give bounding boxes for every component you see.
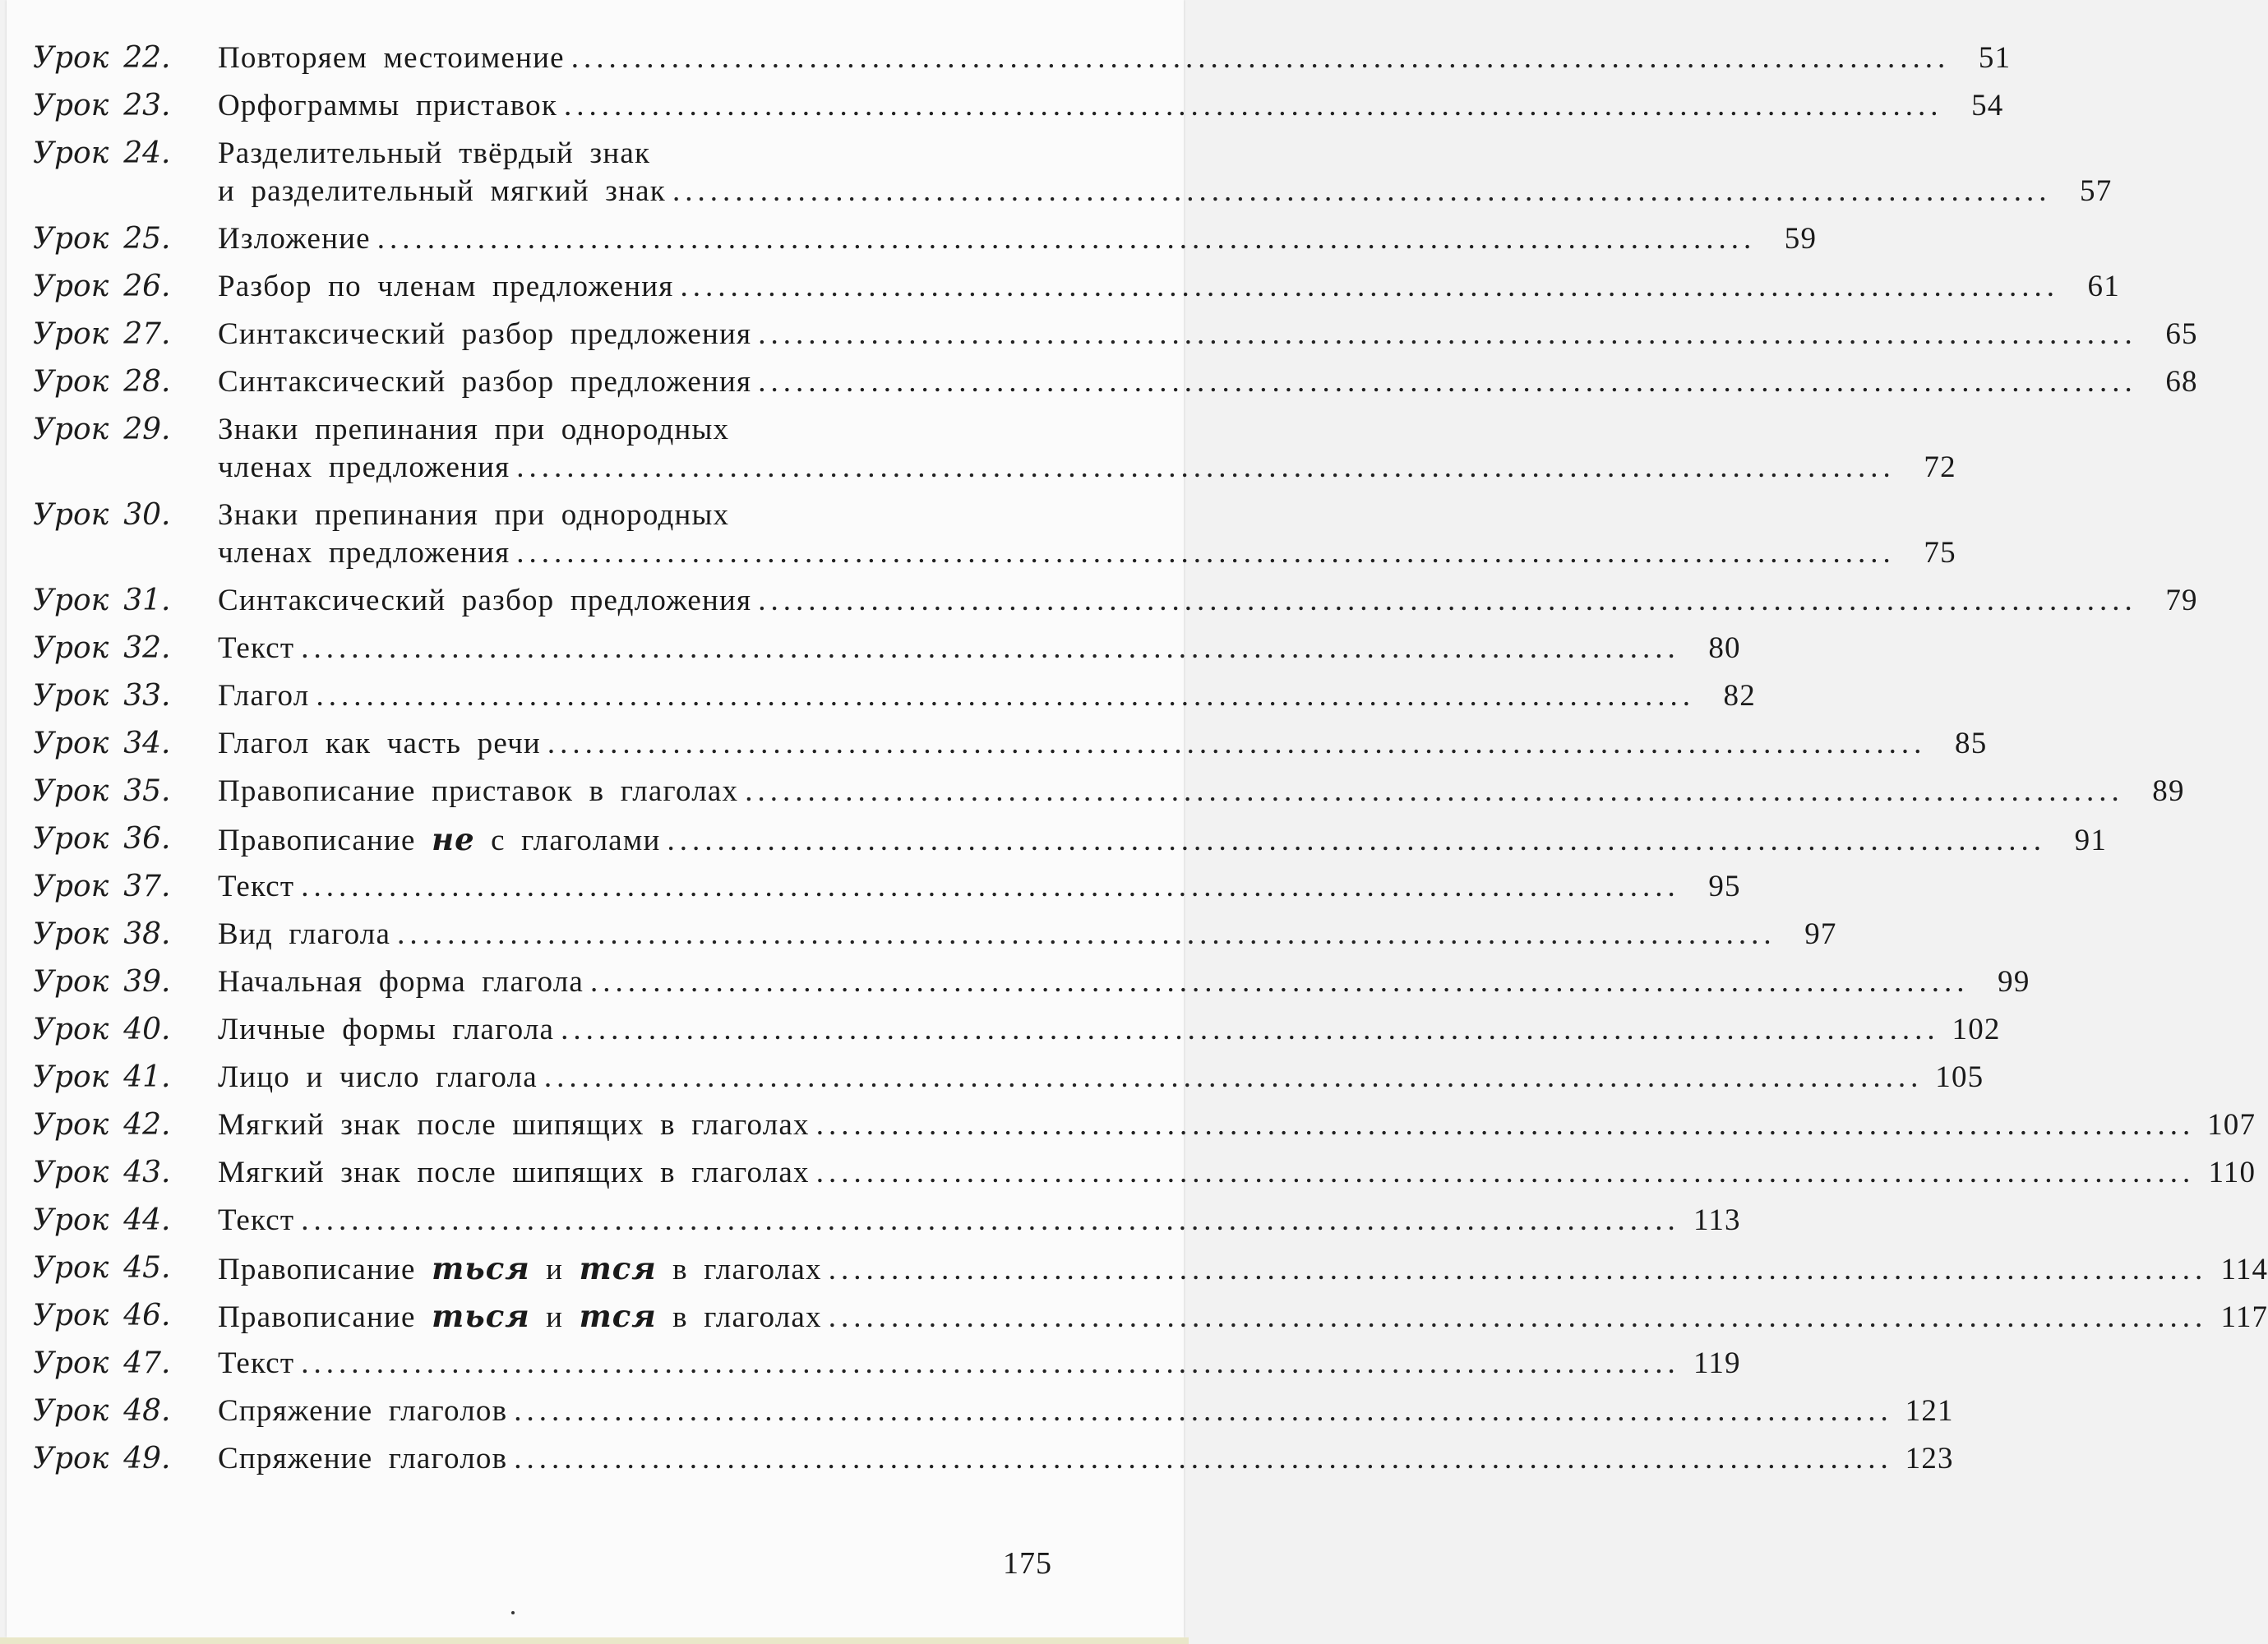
dot-leader bbox=[816, 1110, 2196, 1141]
toc-entry bbox=[33, 821, 2108, 857]
entry-page-number: 68 bbox=[2165, 365, 2198, 399]
entry-page-number: 121 bbox=[1905, 1394, 1954, 1428]
lesson-word: Урок bbox=[33, 727, 109, 760]
entry-page-number: 95 bbox=[1708, 870, 1741, 903]
entry-body bbox=[218, 821, 2108, 857]
title-text: Глагол как часть речи bbox=[218, 727, 541, 760]
toc-entry bbox=[33, 1013, 2001, 1046]
dot-leader bbox=[514, 1443, 1893, 1475]
lesson-label bbox=[33, 1443, 218, 1475]
entry-title bbox=[218, 1062, 538, 1093]
entry-title bbox=[218, 967, 584, 998]
lesson-number: 45. bbox=[123, 1251, 171, 1285]
toc-entry bbox=[33, 1203, 1741, 1237]
entry-page-number: 113 bbox=[1693, 1203, 1741, 1237]
entry-page-number: 61 bbox=[2087, 270, 2120, 303]
lesson-label bbox=[33, 1253, 218, 1284]
dot-leader bbox=[680, 271, 2059, 302]
entry-page-number: 114 bbox=[2220, 1253, 2268, 1286]
entry-body bbox=[218, 1014, 2001, 1046]
entry-title bbox=[218, 1250, 822, 1286]
lesson-word: Урок bbox=[33, 965, 109, 999]
lesson-word: Урок bbox=[33, 317, 109, 351]
lesson-label bbox=[33, 138, 218, 207]
entry-title bbox=[218, 319, 751, 350]
lesson-number: 32. bbox=[123, 631, 171, 665]
title-text: Синтаксический разбор предложения bbox=[218, 317, 752, 351]
title-text: Правописание приставок в глаголах bbox=[218, 774, 739, 808]
lesson-number: 36. bbox=[123, 822, 171, 856]
dot-leader bbox=[564, 90, 1943, 122]
lesson-label bbox=[33, 319, 218, 350]
title-text: и bbox=[529, 1253, 580, 1286]
entry-page-number: 54 bbox=[1971, 89, 2004, 122]
entry-body bbox=[218, 681, 1756, 712]
title-text: Повторяем местоимение bbox=[218, 41, 565, 75]
title-text: членах предложения bbox=[218, 450, 510, 484]
lesson-label bbox=[33, 1348, 218, 1379]
entry-page-number: 85 bbox=[1955, 727, 1988, 760]
title-text: Мягкий знак после шипящих в глаголах bbox=[218, 1108, 810, 1142]
title-text: в глаголах bbox=[656, 1253, 822, 1286]
lesson-word: Урок bbox=[33, 774, 109, 808]
lesson-word: Урок bbox=[33, 1156, 109, 1189]
dot-leader bbox=[547, 728, 1927, 760]
entry-title bbox=[218, 728, 541, 760]
lesson-number: 37. bbox=[123, 870, 171, 903]
dot-leader bbox=[829, 1302, 2208, 1333]
toc-entry bbox=[33, 727, 1988, 760]
title-text: Разбор по членам предложения bbox=[218, 270, 674, 303]
lesson-number: 30. bbox=[123, 498, 171, 532]
entry-title bbox=[218, 538, 510, 569]
entry-title bbox=[218, 1300, 822, 1333]
dot-leader bbox=[301, 871, 1680, 903]
title-text: Текст bbox=[218, 1203, 295, 1237]
entry-title bbox=[218, 1443, 507, 1475]
entry-page-number: 97 bbox=[1804, 917, 1837, 951]
dot-leader bbox=[758, 367, 2137, 398]
lesson-label bbox=[33, 776, 218, 807]
title-text: членах предложения bbox=[218, 536, 510, 570]
entry-body bbox=[218, 224, 1817, 255]
title-text: Правописание bbox=[218, 824, 432, 857]
title-text: Мягкий знак после шипящих в глаголах bbox=[218, 1156, 810, 1189]
entry-title bbox=[218, 271, 673, 302]
entry-page-number: 117 bbox=[2220, 1300, 2268, 1334]
entry-body bbox=[218, 1348, 1741, 1379]
entry-title bbox=[218, 176, 666, 207]
entry-body bbox=[218, 633, 1741, 664]
lesson-label bbox=[33, 824, 218, 855]
toc-entry bbox=[33, 413, 1956, 484]
lesson-number: 28. bbox=[123, 365, 171, 399]
lesson-word: Урок bbox=[33, 631, 109, 665]
entry-body bbox=[218, 90, 2004, 122]
lesson-word: Урок bbox=[33, 222, 109, 256]
title-text: и разделительный мягкий знак bbox=[218, 174, 666, 208]
lesson-word: Урок bbox=[33, 365, 109, 399]
title-text: Орфограммы приставок bbox=[218, 89, 557, 122]
lesson-word: Урок bbox=[33, 917, 109, 951]
entry-page-number: 89 bbox=[2152, 774, 2185, 808]
lesson-word: Урок bbox=[33, 1203, 109, 1237]
lesson-label bbox=[33, 500, 218, 569]
entry-title-line: Разделительный твёрдый знак bbox=[218, 136, 651, 170]
toc-entry bbox=[33, 498, 1956, 570]
entry-body bbox=[218, 138, 2112, 207]
entry-body bbox=[218, 1300, 2268, 1332]
dot-leader bbox=[316, 681, 1695, 712]
lesson-label bbox=[33, 1157, 218, 1189]
lesson-number: 46. bbox=[123, 1299, 171, 1332]
lesson-word: Урок bbox=[33, 1346, 109, 1380]
entry-page-number: 110 bbox=[2208, 1156, 2256, 1189]
entry-page-number: 107 bbox=[2207, 1108, 2256, 1142]
lesson-label bbox=[33, 43, 218, 74]
toc-entry bbox=[33, 41, 2012, 75]
entry-page-number: 75 bbox=[1924, 536, 1956, 570]
toc-entry bbox=[33, 870, 1741, 903]
lesson-label bbox=[33, 633, 218, 664]
entry-title bbox=[218, 1110, 810, 1141]
entry-title bbox=[218, 1205, 294, 1236]
entry-title bbox=[218, 1157, 810, 1189]
entry-title bbox=[218, 871, 294, 903]
toc-entry bbox=[33, 1394, 1954, 1428]
lesson-word: Урок bbox=[33, 1442, 109, 1475]
toc-entry bbox=[33, 136, 2113, 208]
dot-leader bbox=[672, 176, 2052, 207]
entry-title bbox=[218, 224, 371, 255]
lesson-label bbox=[33, 1300, 218, 1332]
lesson-number: 42. bbox=[123, 1108, 171, 1142]
lesson-word: Урок bbox=[33, 679, 109, 713]
lesson-number: 26. bbox=[123, 270, 171, 303]
toc-entry bbox=[33, 1298, 2268, 1334]
dot-leader bbox=[514, 1396, 1893, 1427]
lesson-label bbox=[33, 271, 218, 302]
toc-entry bbox=[33, 1442, 1954, 1475]
entry-page-number: 99 bbox=[1998, 965, 2030, 999]
title-text: Текст bbox=[218, 870, 295, 903]
dot-leader bbox=[301, 1348, 1680, 1379]
dot-leader bbox=[667, 825, 2047, 857]
entry-title bbox=[218, 1014, 554, 1046]
lesson-word: Урок bbox=[33, 41, 109, 75]
dot-leader bbox=[590, 967, 1970, 998]
toc-entry bbox=[33, 89, 2004, 122]
title-text: Вид глагола bbox=[218, 917, 391, 951]
entry-body bbox=[218, 319, 2198, 350]
entry-body bbox=[218, 367, 2198, 398]
lesson-number: 35. bbox=[123, 774, 171, 808]
scan-edge bbox=[0, 1637, 1189, 1644]
lesson-number: 22. bbox=[123, 41, 171, 75]
lesson-number: 23. bbox=[123, 89, 171, 122]
entry-title-line: Знаки препинания при однородных bbox=[218, 413, 730, 446]
entry-page-number: 80 bbox=[1708, 631, 1741, 665]
lesson-number: 39. bbox=[123, 965, 171, 999]
toc-entry bbox=[33, 1346, 1741, 1380]
entry-body bbox=[218, 585, 2198, 616]
lesson-label bbox=[33, 1205, 218, 1236]
entry-body bbox=[218, 1205, 1741, 1236]
lesson-word: Урок bbox=[33, 870, 109, 903]
entry-body bbox=[218, 500, 1956, 569]
entry-body bbox=[218, 967, 2030, 998]
lesson-label bbox=[33, 1062, 218, 1093]
print-speck bbox=[511, 1611, 515, 1614]
entry-page-number: 123 bbox=[1905, 1442, 1954, 1475]
title-text: Правописание bbox=[218, 1300, 432, 1334]
lesson-label bbox=[33, 414, 218, 483]
lesson-number: 43. bbox=[123, 1156, 171, 1189]
entry-title bbox=[218, 585, 751, 616]
title-text: Начальная форма глагола bbox=[218, 965, 584, 999]
lesson-label bbox=[33, 1110, 218, 1141]
entry-title-line: Знаки препинания при однородных bbox=[218, 498, 730, 532]
lesson-label bbox=[33, 967, 218, 998]
title-text: Текст bbox=[218, 1346, 295, 1380]
lesson-number: 27. bbox=[123, 317, 171, 351]
toc-entry bbox=[33, 270, 2120, 303]
entry-body bbox=[218, 1110, 2256, 1141]
highlighted-morpheme: ться bbox=[432, 1250, 530, 1286]
toc-entry bbox=[33, 584, 2198, 617]
dot-leader bbox=[829, 1254, 2208, 1286]
lesson-word: Урок bbox=[33, 136, 109, 170]
toc-entry bbox=[33, 679, 1756, 713]
entry-page-number: 91 bbox=[2074, 824, 2108, 857]
entry-page-number: 65 bbox=[2165, 317, 2198, 351]
entry-title bbox=[218, 681, 309, 712]
lesson-label bbox=[33, 728, 218, 760]
entry-body bbox=[218, 1250, 2268, 1286]
title-text: Спряжение глаголов bbox=[218, 1394, 508, 1428]
lesson-number: 49. bbox=[123, 1442, 171, 1475]
title-text: и bbox=[529, 1300, 580, 1334]
lesson-word: Урок bbox=[33, 584, 109, 617]
dot-leader bbox=[571, 43, 1951, 74]
entry-page-number: 82 bbox=[1723, 679, 1756, 713]
lesson-label bbox=[33, 224, 218, 255]
entry-page-number: 51 bbox=[1978, 41, 2012, 75]
entry-body bbox=[218, 776, 2185, 807]
lesson-label bbox=[33, 681, 218, 712]
dot-leader bbox=[397, 919, 1776, 950]
lesson-label bbox=[33, 367, 218, 398]
lesson-label bbox=[33, 919, 218, 950]
dot-leader bbox=[377, 224, 1757, 255]
lesson-number: 33. bbox=[123, 679, 171, 713]
lesson-word: Урок bbox=[33, 498, 109, 532]
entry-title bbox=[218, 43, 565, 74]
entry-page-number: 72 bbox=[1924, 450, 1956, 484]
toc-entry bbox=[33, 1156, 2256, 1189]
entry-body bbox=[218, 43, 2011, 74]
toc-entry bbox=[33, 774, 2185, 808]
toc-entry bbox=[33, 365, 2198, 399]
entry-title bbox=[218, 367, 751, 398]
dot-leader bbox=[516, 452, 1896, 483]
toc-entry bbox=[33, 631, 1741, 665]
toc-entry bbox=[33, 1108, 2256, 1142]
entry-page-number: 59 bbox=[1784, 222, 1818, 256]
entry-body bbox=[218, 1443, 1954, 1475]
lesson-number: 44. bbox=[123, 1203, 171, 1237]
table-of-contents bbox=[33, 41, 2268, 1491]
dot-leader bbox=[561, 1014, 1940, 1046]
lesson-number: 25. bbox=[123, 222, 171, 256]
lesson-label bbox=[33, 1014, 218, 1046]
dot-leader bbox=[816, 1157, 2196, 1189]
lesson-word: Урок bbox=[33, 413, 109, 446]
entry-body bbox=[218, 1157, 2256, 1189]
title-text: Личные формы глагола bbox=[218, 1013, 555, 1046]
highlighted-morpheme: не bbox=[432, 821, 475, 857]
title-text: Синтаксический разбор предложения bbox=[218, 365, 752, 399]
lesson-word: Урок bbox=[33, 1299, 109, 1332]
title-text: с глаголами bbox=[474, 824, 661, 857]
title-text: Спряжение глаголов bbox=[218, 1442, 508, 1475]
lesson-word: Урок bbox=[33, 1251, 109, 1285]
lesson-word: Урок bbox=[33, 1013, 109, 1046]
entry-title bbox=[218, 776, 738, 807]
dot-leader bbox=[745, 776, 2124, 807]
lesson-label bbox=[33, 1396, 218, 1427]
lesson-number: 41. bbox=[123, 1060, 171, 1094]
entry-body bbox=[218, 1062, 1984, 1093]
entry-page-number: 102 bbox=[1952, 1013, 2001, 1046]
title-text: в глаголах bbox=[656, 1300, 822, 1334]
toc-entry bbox=[33, 917, 1837, 951]
lesson-word: Урок bbox=[33, 1060, 109, 1094]
lesson-word: Урок bbox=[33, 89, 109, 122]
dot-leader bbox=[301, 1205, 1680, 1236]
title-text: Изложение bbox=[218, 222, 371, 256]
lesson-word: Урок bbox=[33, 822, 109, 856]
lesson-number: 31. bbox=[123, 584, 171, 617]
toc-entry bbox=[33, 317, 2198, 351]
page-number: 175 bbox=[1003, 1546, 1052, 1581]
highlighted-morpheme: тся bbox=[579, 1298, 657, 1334]
entry-body bbox=[218, 271, 2120, 302]
toc-entry bbox=[33, 965, 2030, 999]
entry-title bbox=[218, 1396, 507, 1427]
book-page bbox=[7, 0, 2268, 1637]
entry-title bbox=[218, 919, 390, 950]
entry-body bbox=[218, 919, 1837, 950]
entry-body bbox=[218, 728, 1987, 760]
entry-page-number: 105 bbox=[1935, 1060, 1984, 1094]
dot-leader bbox=[544, 1062, 1924, 1093]
title-text: Правописание bbox=[218, 1253, 432, 1286]
toc-entry bbox=[33, 222, 1818, 256]
lesson-label bbox=[33, 871, 218, 903]
title-text: Текст bbox=[218, 631, 295, 665]
title-text: Синтаксический разбор предложения bbox=[218, 584, 752, 617]
lesson-label bbox=[33, 585, 218, 616]
entry-title bbox=[218, 821, 661, 857]
lesson-word: Урок bbox=[33, 1394, 109, 1428]
lesson-label bbox=[33, 90, 218, 122]
entry-title bbox=[218, 90, 557, 122]
dot-leader bbox=[301, 633, 1680, 664]
lesson-number: 34. bbox=[123, 727, 171, 760]
dot-leader bbox=[516, 538, 1896, 569]
entry-title bbox=[218, 452, 510, 483]
lesson-number: 38. bbox=[123, 917, 171, 951]
lesson-word: Урок bbox=[33, 1108, 109, 1142]
entry-page-number: 119 bbox=[1693, 1346, 1741, 1380]
lesson-number: 40. bbox=[123, 1013, 171, 1046]
lesson-number: 47. bbox=[123, 1346, 171, 1380]
title-text: Лицо и число глагола bbox=[218, 1060, 538, 1094]
toc-entry bbox=[33, 1060, 1984, 1094]
dot-leader bbox=[758, 319, 2137, 350]
entry-title bbox=[218, 1348, 294, 1379]
entry-body bbox=[218, 1396, 1954, 1427]
highlighted-morpheme: ться bbox=[432, 1298, 530, 1334]
lesson-number: 24. bbox=[123, 136, 171, 170]
entry-body bbox=[218, 414, 1956, 483]
entry-title bbox=[218, 633, 294, 664]
entry-page-number: 57 bbox=[2080, 174, 2113, 208]
dot-leader bbox=[758, 585, 2137, 616]
lesson-number: 29. bbox=[123, 413, 171, 446]
entry-body bbox=[218, 871, 1741, 903]
lesson-number: 48. bbox=[123, 1394, 171, 1428]
highlighted-morpheme: тся bbox=[579, 1250, 657, 1286]
toc-entry bbox=[33, 1250, 2268, 1286]
title-text: Глагол bbox=[218, 679, 310, 713]
lesson-word: Урок bbox=[33, 270, 109, 303]
entry-page-number: 79 bbox=[2165, 584, 2198, 617]
